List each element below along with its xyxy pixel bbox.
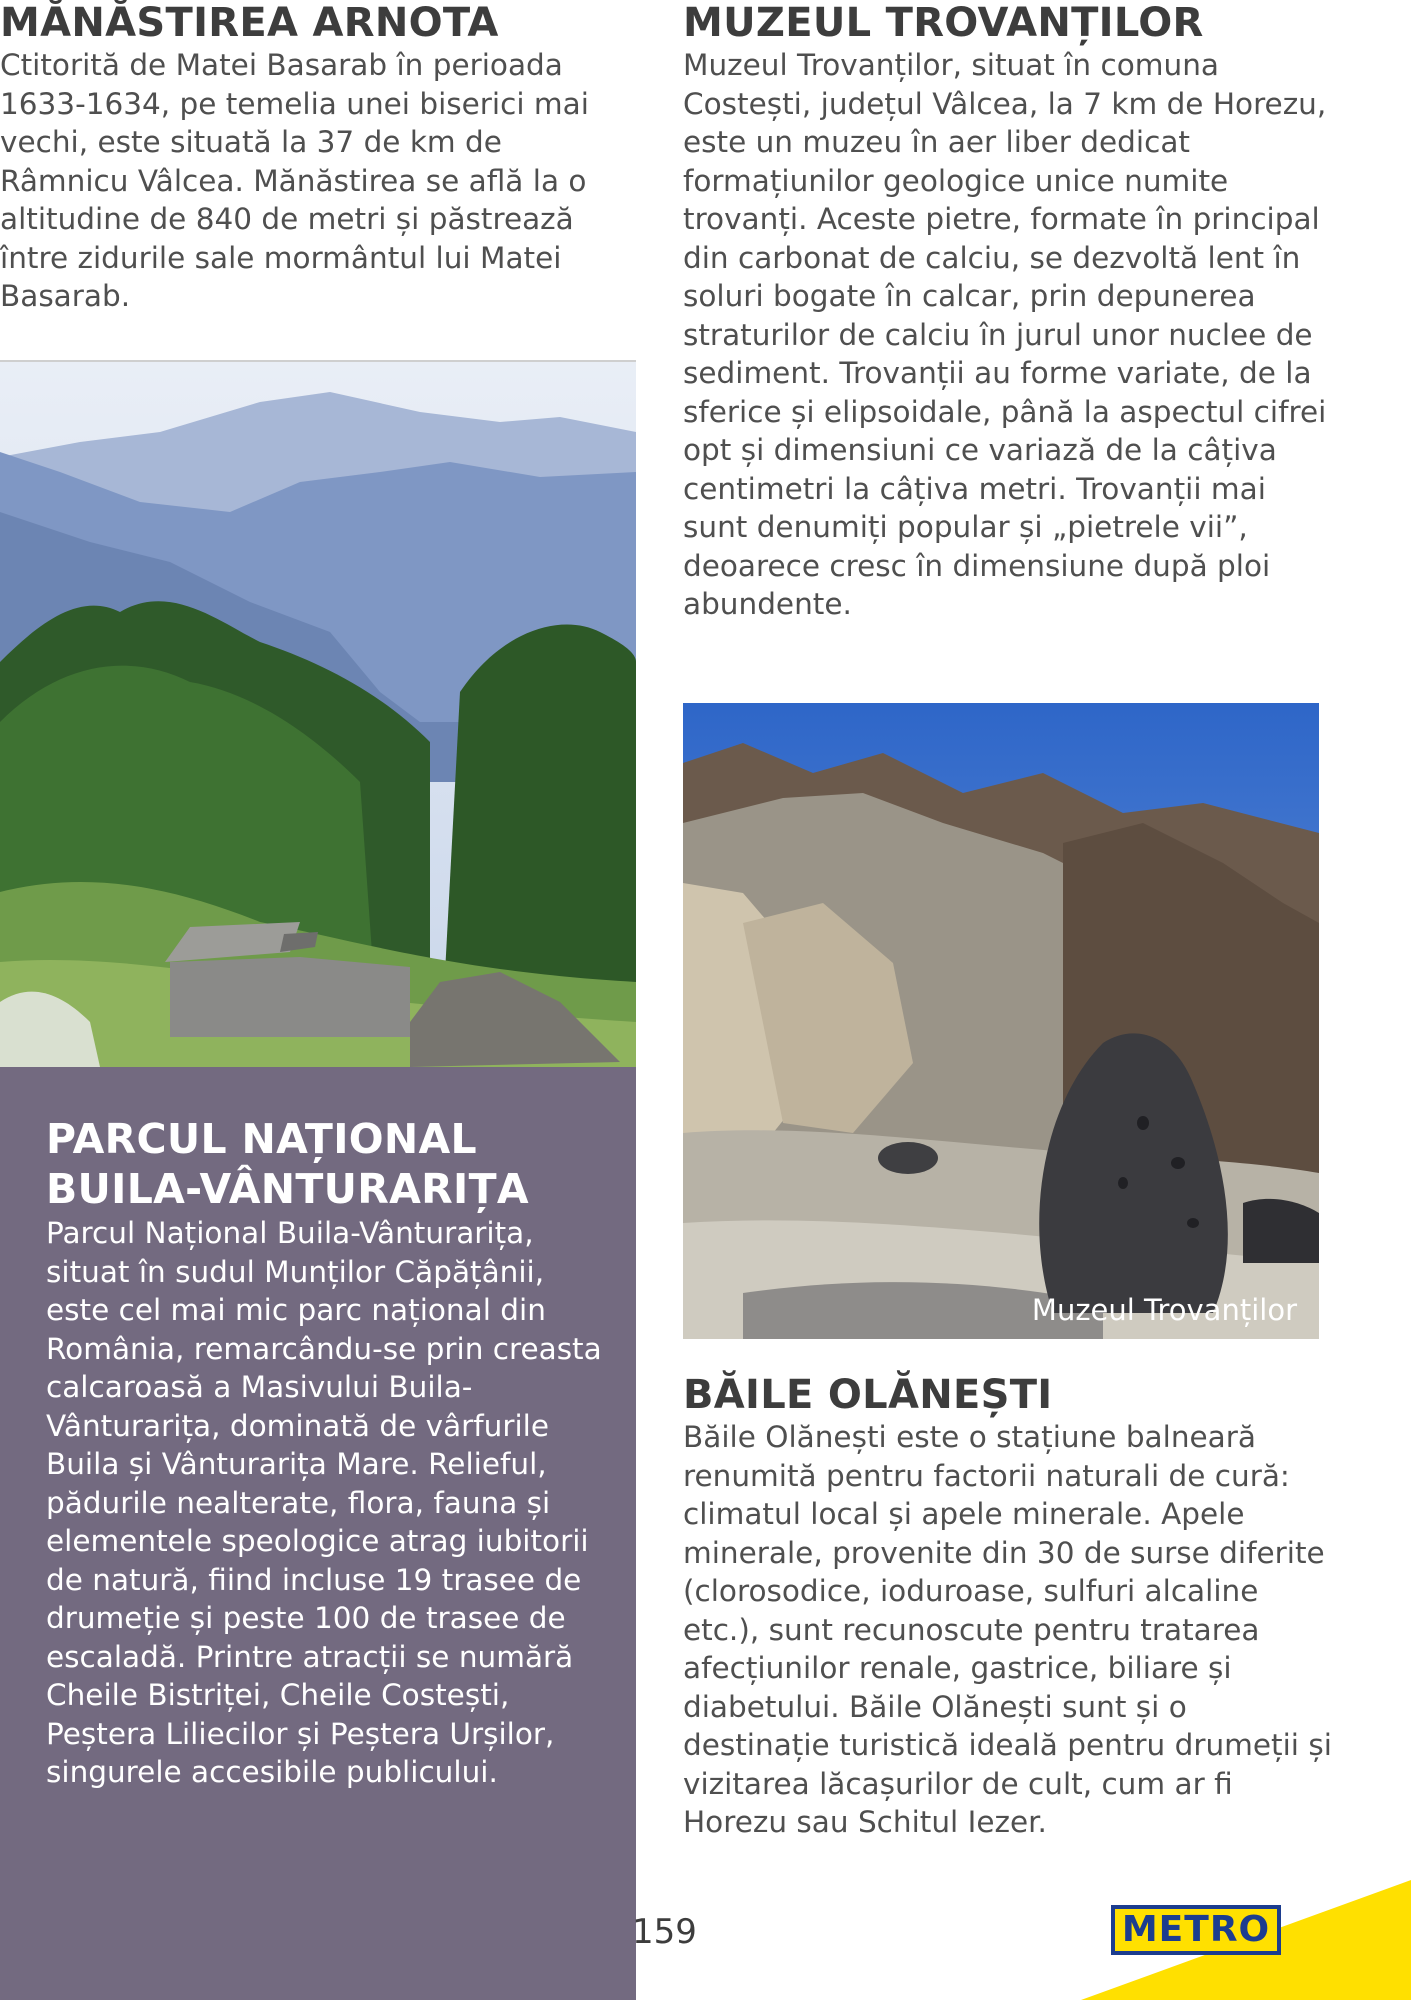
brand-corner (1081, 1870, 1411, 2000)
trovant-illustration (683, 703, 1319, 1339)
image-caption: Muzeul Trovanților (1031, 1293, 1297, 1327)
section-arnota (0, 0, 630, 316)
landscape-illustration (0, 362, 636, 1067)
buila-title-line1: PARCUL NAȚIONAL (46, 1115, 477, 1163)
arnota-text: Ctitorită de Matei Basarab în perioada 1633-1634, pe temelia unei biserici mai vechi, este situată la 37 de km de Râmnicu Vâlcea. Mănăstirea se află la o altitudine de 840 de metri și păstrează între zidurile sale mormântul lui Matei Basarab. (0, 48, 589, 313)
section-buila-panel (0, 1067, 636, 2000)
mountain-landscape-photo (0, 362, 636, 1067)
olanesti-text: Băile Olănești este o stațiune balneară renumită pentru factorii naturali de cură: climatul local și apele minerale. Apele minerale, provenite din 30 de surse diferite (clorosodice, ioduroase, sulfuri alcaline etc.), sunt recunoscute pentru tratarea afecțiunilor renale, gastrice, biliare și diabetului. Băile Olănești sunt și o destinație turistică ideală pentru drumeții și vizitarea lăcașurilor de cult, cum ar fi Horezu sau Schitul Iezer. (683, 1420, 1332, 1839)
page-number: 159 (632, 1912, 697, 1952)
trovant-stone-photo (683, 703, 1319, 1339)
trovanti-text: Muzeul Trovanților, situat în comuna Costești, județul Vâlcea, la 7 km de Horezu, este un muzeu în aer liber dedicat formațiunilor geologice unice numite trovanți. Aceste pietre, formate în principal din carbonat de calciu, se dezvoltă lent în soluri bogate în calcar, prin depunerea straturilor de calciu în jurul unor nuclee de sediment. Trovanții au forme variate, de la sferice și elipsoidale, până la aspectul cifrei opt și dimensiuni ce variază de la câțiva centimetri la câțiva metri. Trovanții mai sunt denumiți popular și „pietrele vii”, deoarece cresc în dimensiune după ploi abundente. (683, 48, 1327, 621)
buila-title-line2: BUILA-VÂNTURARIȚA (46, 1165, 529, 1213)
metro-logo: METRO (1111, 1905, 1281, 1955)
buila-text: Parcul Național Buila-Vânturarița, situat în sudul Munților Căpățânii, este cel mai mic parc național din România, remarcându-se prin creasta calcaroasă a Masivului Buila-Vânturarița, dominată de vârfurile Buila și Vânturarița Mare. Relieful, pădurile nealterate, flora, fauna și elementele speologice atrag iubitorii de natură, fiind incluse 19 trasee de drumeție și peste 100 de trasee de escaladă. Printre atracții se numără Cheile Bistriței, Cheile Costești, Peștera Liliecilor și Peștera Urșilor, singurele accesibile publicului. (46, 1216, 602, 1789)
arnota-title: MĂNĂSTIREA ARNOTA (0, 0, 499, 46)
section-trovanti (683, 0, 1333, 624)
olanesti-title: BĂILE OLĂNEȘTI (683, 1372, 1053, 1418)
trovanti-title: MUZEUL TROVANȚILOR (683, 0, 1204, 46)
buila-content (46, 1114, 611, 1792)
section-olanesti (683, 1372, 1333, 1842)
